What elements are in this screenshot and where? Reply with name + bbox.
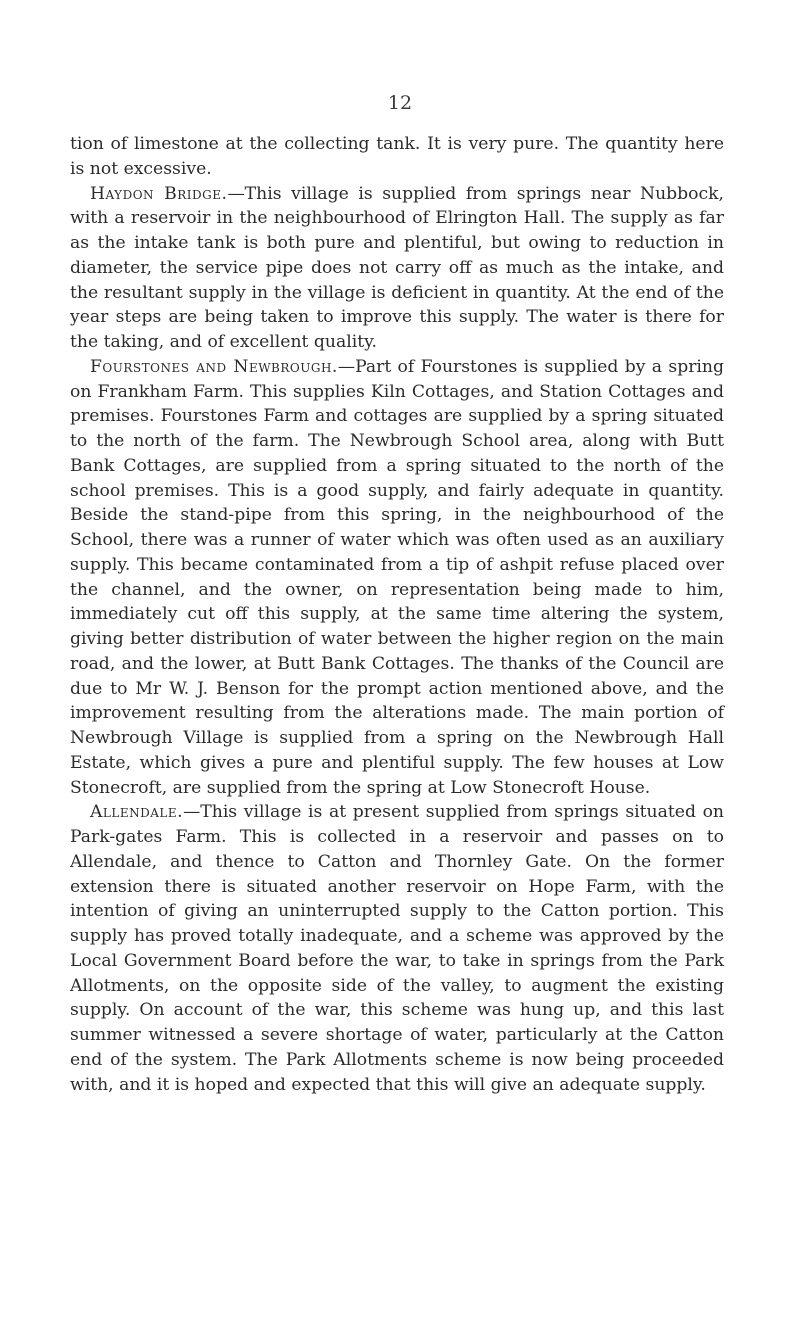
section-heading-allendale: Allendale. xyxy=(90,802,184,823)
paragraph-text: —This village is supplied from springs near Nubbock, with a reservoir in the neighbourhood of Elrington Hall. The supply as far as the intake tank is both pure and plentiful, but owing to reduction in diameter, the service pipe does not carry off as much as the intake, and the resultant supply in the village is deficient in quantity. At the end of the year steps are being taken to improve this supply. The water is there for the taking, and of excellent quality. xyxy=(70,183,724,352)
paragraph-text: —Part of Fourstones is supplied by a spring on Frankham Farm. This supplies Kiln Cottages, and Station Cottages and premises. Fourstones Farm and cottages are supplied by a spring situated to the north of the farm. The Newbrough School area, along with Butt Bank Cottages, are supplied from a spring situated to the north of the school premises. This is a good supply, and fairly adequate in quantity. Beside the stand-pipe from this spring, in the neighbourhood of the School, there was a runner of water which was often used as an auxiliary supply. This became contaminated from a tip of ashpit refuse placed over the channel, and the owner, on representation being made to him, immediately cut off this supply, at the same time altering the system, giving better distribution of water between the higher region on the main road, and the lower, at Butt Bank Cottages. The thanks of the Council are due to Mr W. J. Benson for the prompt action mentioned above, and the improvement resulting from the alterations made. The main portion of Newbrough Village is supplied from a spring on the Newbrough Hall Estate, which gives a pure and plentiful supply. The few houses at Low Stonecroft, are supplied from the spring at Low Stonecroft House. xyxy=(70,356,724,798)
paragraph-allendale xyxy=(70,800,724,1097)
body-text xyxy=(70,132,724,1097)
paragraph-text: —This village is at present supplied from springs situated on Park-gates Farm. This is collected in a reservoir and passes on to Allendale, and thence to Catton and Thornley Gate. On the former extension there is situated another reservoir on Hope Farm, with the intention of giving an uninterrupted supply to the Catton portion. This supply has proved totally inadequate, and a scheme was approved by the Local Government Board before the war, to take in springs from the Park Allotments, on the opposite side of the valley, to augment the existing supply. On account of the war, this scheme was hung up, and this last summer witnessed a severe shortage of water, particularly at the Catton end of the system. The Park Allotments scheme is now being proceeded with, and it is hoped and expected that this will give an adequate supply. xyxy=(70,802,724,1095)
section-heading-haydon-bridge: Haydon Bridge. xyxy=(90,183,228,204)
paragraph-haydon-bridge xyxy=(70,182,724,355)
paragraph-continuation xyxy=(70,132,724,182)
section-heading-fourstones-newbrough: Fourstones and Newbrough. xyxy=(90,356,338,377)
paragraph-fourstones-newbrough xyxy=(70,355,724,801)
page-number: 12 xyxy=(387,92,413,114)
paragraph-text: tion of limestone at the collecting tank. It is very pure. The quantity here is not excessive. xyxy=(70,134,724,179)
